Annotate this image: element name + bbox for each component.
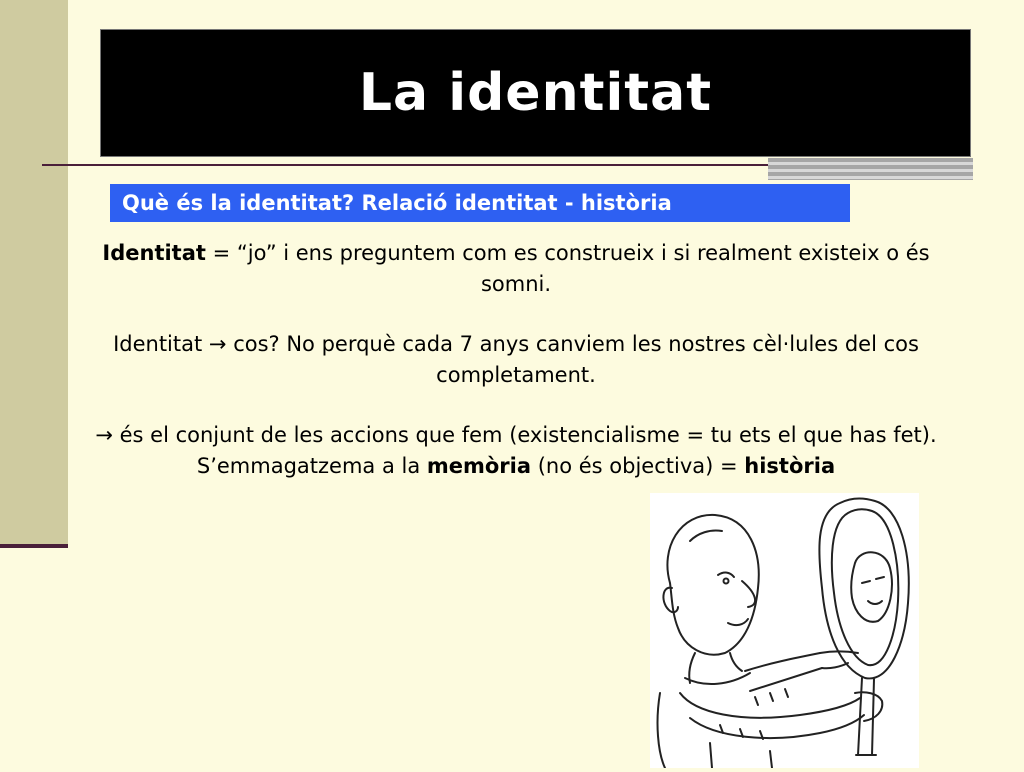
slide-body xyxy=(90,238,942,511)
paragraph-body-cells xyxy=(90,329,942,390)
term-historia: història xyxy=(744,453,836,478)
right-arrow-icon: → xyxy=(208,332,227,356)
term-memoria: memòria xyxy=(426,453,532,478)
mirror-cartoon-image xyxy=(650,493,919,768)
term-identitat: Identitat xyxy=(102,241,206,265)
definition-text: = “jo” i ens preguntem com es construeix i si realment existeix o és somni. xyxy=(205,241,930,296)
paragraph-identity-definition xyxy=(90,238,942,299)
slide-subtitle: Què és la identitat? Relació identitat - història xyxy=(122,191,672,215)
actions-text-b: (no és objectiva) = xyxy=(531,453,745,478)
title-box xyxy=(100,29,971,157)
mirror-cartoon-drawing xyxy=(650,493,919,768)
body-text-b: cos? No perquè cada 7 anys canviem les nostres cèl·lules del cos completament. xyxy=(226,332,919,387)
right-arrow-icon: → xyxy=(95,423,113,447)
actions-text-a: és el conjunt de les accions que fem (existencialisme = tu ets el que has fet). S’emmagatzema a la xyxy=(112,423,937,478)
subtitle-bar xyxy=(110,184,850,222)
left-band-rule xyxy=(0,544,68,548)
slide-title: La identitat xyxy=(358,63,713,123)
body-text-a: Identitat xyxy=(113,332,209,356)
left-decorative-band xyxy=(0,0,68,548)
striped-accent-block xyxy=(768,158,973,180)
paragraph-actions-memory xyxy=(90,420,942,481)
